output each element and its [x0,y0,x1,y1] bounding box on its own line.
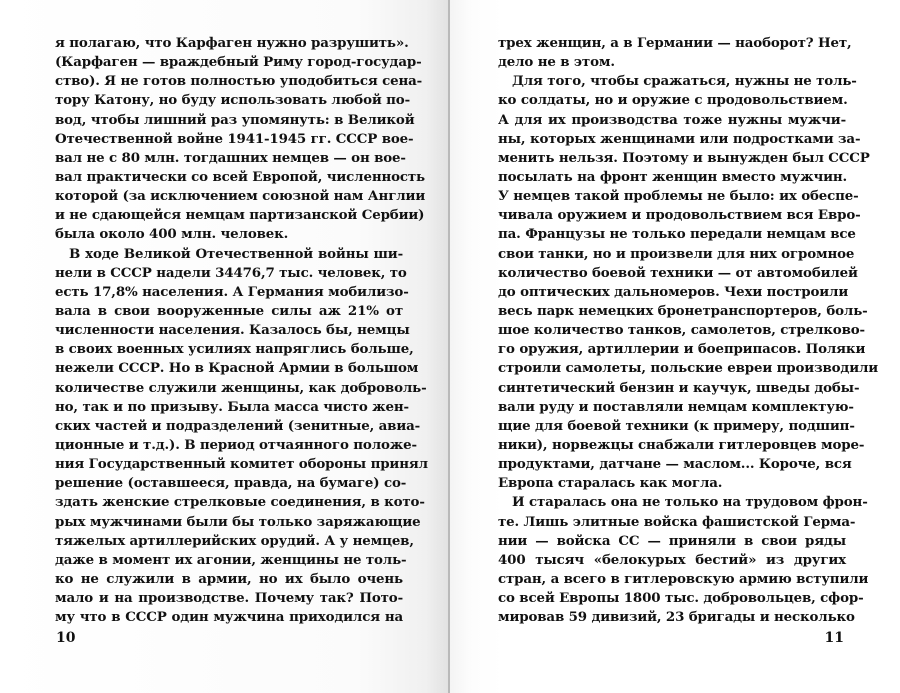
text-line: вод, чтобы лишний раз упомянуть: в Великой [55,111,415,128]
text-line: У немцев такой проблемы не было: их обеспе- [498,188,859,205]
text-line: но, так и по призыву. Была масса чисто жен- [55,398,409,415]
text-line: синтетический бензин и каучук, шведы добы- [498,379,860,396]
text-line: па. Французы не только передали немцам все [498,226,856,243]
text-line: шое количество танков, самолетов, стрелково- [498,322,865,339]
text-line: и не сдающейся немцам партизанской Сербии) [55,207,425,224]
text-line: строили самолеты, польские евреи производили [498,360,879,377]
text-line: менить нельзя. Поэтому и вынужден был СССР [498,149,870,166]
text-line: есть 17,8% населения. А Германия мобилизо- [55,283,409,300]
text-line: те. Лишь элитные войска фашистской Герма- [498,513,856,530]
text-line: тору Катону, но буду использовать любой по- [55,92,410,109]
text-line: ко солдаты, но и оружие с продовольствием. [498,92,848,109]
text-line: которой (за исключением союзной нам Англии [55,188,426,205]
text-line: ционные и т.д.). В период отчаянного положе- [55,436,417,453]
text-line: количестве служили женщины, как доброволь- [55,379,427,396]
text-line: му что в СССР один мужчина приходился на [55,609,403,626]
text-line: Европа старалась как могла. [498,475,723,492]
left-page [0,0,448,693]
text-line: стран, а всего в гитлеровскую армию вступили [498,570,869,587]
text-line: я полагаю, что Карфаген нужно разрушить». [55,35,409,51]
text-line: нии — войска СС — приняли в свои ряды [498,532,846,549]
text-line: свои танки, но и произвели для них огромное [498,245,855,262]
text-line: численности населения. Казалось бы, немцы [55,322,410,339]
left-page-text [55,34,428,627]
text-line: мировав 59 дивизий, 23 бригады и несколько [498,609,855,626]
text-line: щие для боевой техники (к примеру, подшип- [498,417,855,434]
page-number-right: 11 [824,630,844,646]
page-number-left: 10 [56,630,76,646]
text-line: даже в момент их агонии, женщины не толь- [55,551,407,568]
text-line: ны, которых женщинами или подростками за- [498,130,861,147]
text-line: мало и на производстве. Почему так? Пото- [55,590,403,607]
text-line: тяжелых артиллерийских орудий. А у немцев, [55,532,414,549]
text-line: Отечественной войне 1941-1945 гг. СССР вое- [55,130,414,147]
text-line: Для того, чтобы сражаться, нужны не толь- [512,73,857,90]
text-line: 400 тысяч «белокурых бестий» из других [498,551,846,568]
text-line: дело не в этом. [498,54,615,71]
text-line: ния Государственный комитет обороны принял [55,456,428,473]
text-line: здать женские стрелковые соединения, в кото- [55,494,425,511]
text-line: решение (оставшееся, правда, на бумаге) со- [55,475,407,492]
text-line: чивала оружием и продовольствием вся Евро- [498,207,861,224]
text-line: до оптических дальномеров. Чехи построили [498,283,849,300]
text-line: посылать на фронт женщин вместо мужчин. [498,168,848,185]
text-line: ских частей и подразделений (зенитные, авиа- [55,417,421,434]
text-line: (Карфаген — враждебный Риму город-государ- [55,54,422,71]
text-line: вал практически со всей Европой, численность [55,168,425,185]
text-line: количество боевой техники — от автомобилей [498,264,858,281]
text-line: го оружия, артиллерии и боеприпасов. Поляки [498,341,866,358]
right-page [450,0,900,693]
text-line: была около 400 млн. человек. [55,226,289,243]
right-page-text [498,34,879,627]
text-line: вали руду и поставляли немцам комплектую- [498,398,854,415]
text-line: весь парк немецких бронетранспортеров, боль- [498,302,868,319]
text-line: в своих военных усилиях напряглись больше, [55,341,414,358]
text-line: ство). Я не готов полностью уподобиться сена- [55,73,423,90]
text-line: ко не служили в армии, но их было очень [55,570,403,587]
text-line: вала в свои вооруженные силы аж 21% от [55,302,403,319]
text-line: со всей Европы 1800 тыс. добровольцев, сфор- [498,590,864,607]
text-line: ники), норвежцы снабжали гитлеровцев море- [498,436,865,453]
text-line: рых мужчинами были бы только заряжающие [55,513,421,530]
text-line: И старалась она не только на трудовом фрон- [512,494,868,511]
text-line: нежели СССР. Но в Красной Армии в большом [55,360,419,377]
text-line: трех женщин, а в Германии — наоборот? Нет, [498,35,852,51]
text-line: вал не с 80 млн. тогдашних немцев — он вое- [55,149,406,166]
text-line: А для их производства тоже нужны мужчи- [498,111,846,128]
text-line: продуктами, датчане — маслом... Короче, вся [498,456,852,473]
text-line: В ходе Великой Отечественной войны ши- [69,245,403,262]
text-line: нели в СССР надели 34476,7 тыс. человек, то [55,264,407,281]
